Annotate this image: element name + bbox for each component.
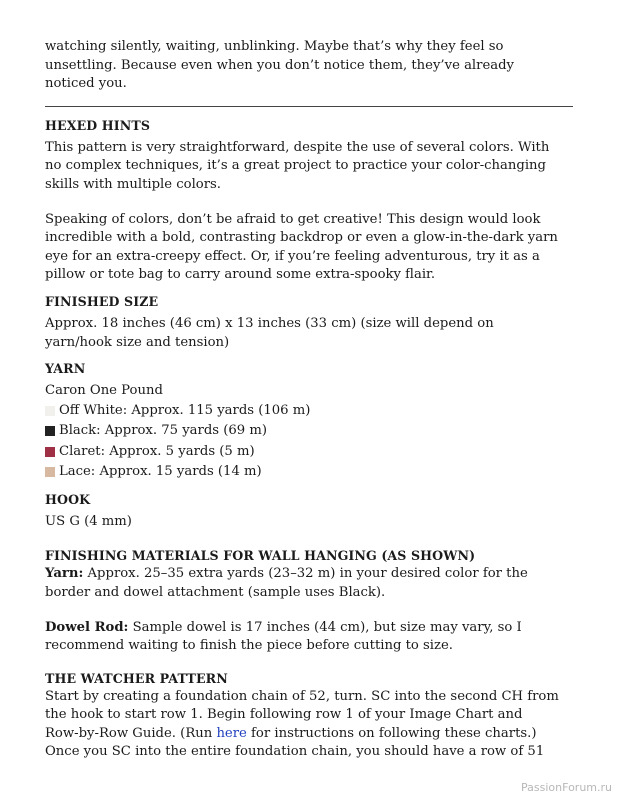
document-page [45, 38, 575, 770]
intro-paragraph [45, 38, 575, 94]
yarn-item-label: Off White: Approx. 115 yards (106 m) [59, 402, 311, 418]
yarn-item [45, 421, 575, 442]
site-watermark: PassionForum.ru [521, 781, 612, 794]
yarn-item-label: Claret: Approx. 5 yards (5 m) [59, 443, 255, 459]
pattern-section [45, 670, 575, 762]
hexed-hints-section [45, 117, 575, 285]
text-span: for instructions on following these charts.) [246, 725, 537, 741]
text-line: eye for an extra-creepy effect. Or, if you’re feeling adventurous, try it as a [45, 248, 540, 264]
color-swatch [45, 426, 55, 436]
instructions-link[interactable]: here [216, 725, 247, 741]
color-swatch [45, 406, 55, 416]
text-line: pillow or tote bag to carry around some extra-spooky flair. [45, 267, 436, 283]
color-swatch [45, 447, 55, 457]
text-line: border and dowel attachment (sample uses Black). [45, 584, 386, 600]
finished-size-heading: FINISHED SIZE [45, 293, 159, 309]
text-line: Start by creating a foundation chain of 52, turn. SC into the second CH from [45, 688, 559, 704]
text-span: Sample dowel is 17 inches (44 cm), but size may vary, so I [128, 619, 522, 635]
text-line: no complex techniques, it’s a great project to practice your color-changing [45, 158, 546, 174]
intro-line: unsettling. Because even when you don’t notice them, they’ve already [45, 57, 515, 73]
dowel-term: Dowel Rod: [45, 619, 129, 635]
text-line: yarn/hook size and tension) [45, 334, 230, 350]
yarn-item [45, 462, 575, 483]
finishing-heading: FINISHING MATERIALS FOR WALL HANGING (AS SHOWN) [45, 548, 476, 564]
yarn-item [45, 401, 575, 422]
text-line: Speaking of colors, don’t be afraid to get creative! This design would look [45, 211, 541, 227]
text-line: Approx. 18 inches (46 cm) x 13 inches (33 cm) (size will depend on [45, 315, 494, 331]
color-swatch [45, 467, 55, 477]
hook-section [45, 491, 575, 532]
text-line [45, 565, 575, 584]
text-span: Approx. 25–35 extra yards (23–32 m) in your desired color for the [83, 566, 528, 582]
yarn-item-label: Black: Approx. 75 yards (69 m) [59, 423, 268, 439]
yarn-term: Yarn: [45, 566, 84, 582]
text-span: Row-by-Row Guide. (Run [45, 725, 217, 741]
text-line: Once you SC into the entire foundation chain, you should have a row of 51 [45, 744, 545, 760]
text-line: incredible with a bold, contrasting backdrop or even a glow-in-the-dark yarn [45, 230, 558, 246]
pattern-heading: THE WATCHER PATTERN [45, 670, 228, 686]
section-divider [45, 106, 573, 107]
yarn-item-label: Lace: Approx. 15 yards (14 m) [59, 464, 262, 480]
text-line: skills with multiple colors. [45, 176, 221, 192]
finishing-section [45, 547, 575, 655]
text-line: the hook to start row 1. Begin following row 1 of your Image Chart and [45, 707, 523, 723]
yarn-brand: Caron One Pound [45, 383, 163, 399]
yarn-item [45, 442, 575, 463]
intro-line: watching silently, waiting, unblinking. Maybe that’s why they feel so [45, 39, 504, 54]
hook-size: US G (4 mm) [45, 513, 132, 529]
yarn-section [45, 360, 575, 483]
text-line: recommend waiting to finish the piece before cutting to size. [45, 638, 453, 654]
yarn-heading: YARN [45, 361, 86, 377]
hexed-hints-heading: HEXED HINTS [45, 117, 151, 133]
text-line [45, 725, 575, 744]
finished-size-section [45, 293, 575, 352]
hook-heading: HOOK [45, 491, 91, 507]
text-line [45, 619, 575, 638]
intro-line: noticed you. [45, 76, 127, 92]
text-line: This pattern is very straightforward, despite the use of several colors. With [45, 139, 550, 155]
